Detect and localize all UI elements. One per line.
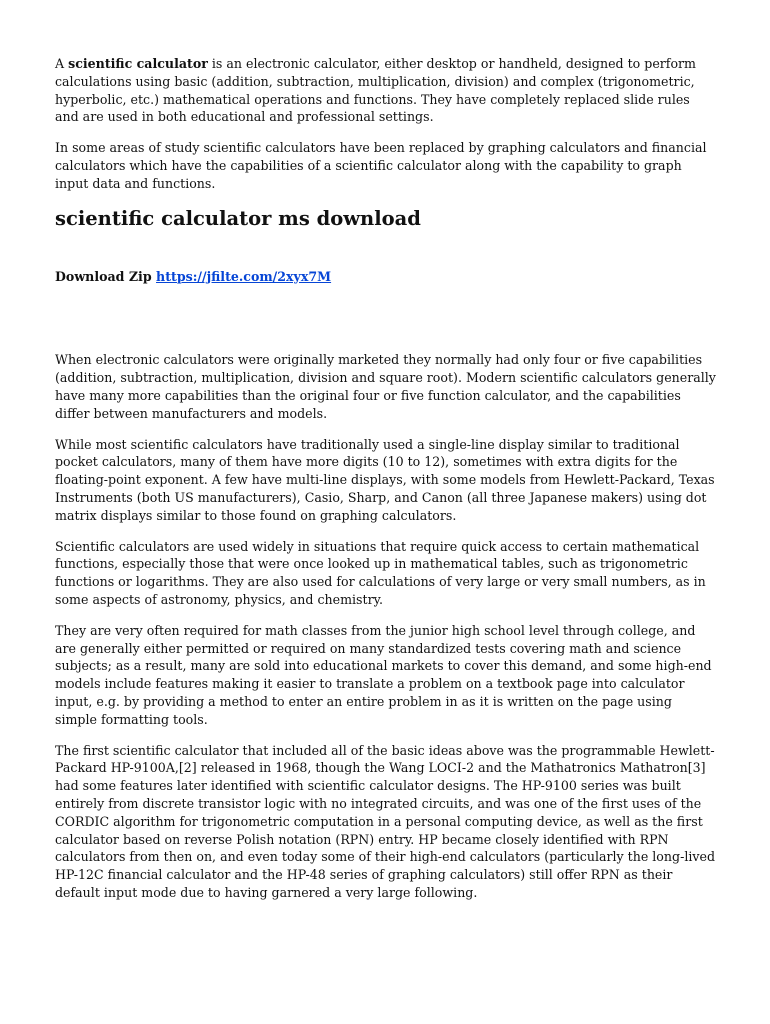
intro-paragraph-2: In some areas of study scientific calculators have been replaced by graphing calculators and financial calculators which have the capabilities of a scientific calculator along with the capability to graph input data and functions. — [55, 140, 707, 191]
body-paragraph-2: While most scientific calculators have traditionally used a single-line display similar to traditional pocket calculators, many of them have more digits (10 to 12), sometimes with extra digits for the floating-point exponent. A few have multi-line displays, with some models from Hewlett-Packard, Texas Instruments (both US manufacturers), Casio, Sharp, and Canon (all three Japanese makers) using dot matrix displays similar to those found on graphing calculators. — [55, 436, 715, 523]
download-line — [55, 268, 717, 286]
document-page — [55, 55, 717, 915]
download-label: Download Zip — [55, 268, 152, 284]
body-paragraph-4: They are very often required for math classes from the junior high school level through college, and are generally either permitted or required on many standardized tests covering math and science subjects; as a result, many are sold into educational markets to cover this demand, and some high-end models include features making it easier to translate a problem on a textbook page into calculator input, e.g. by providing a method to enter an entire problem in as it is written on the page using simple formatting tools. — [55, 622, 712, 727]
intro-term: scientific calculator — [68, 56, 208, 71]
download-link[interactable]: https://jfilte.com/2xyx7M — [156, 268, 332, 284]
body-paragraph-1: When electronic calculators were originally marketed they normally had only four or five capabilities (addition, subtraction, multiplication, division and square root). Modern scientific calculators generally have many more capabilities than the original four or five function calculator, and the capabilities differ between manufacturers and models. — [55, 352, 716, 421]
body-paragraph-5: The first scientific calculator that included all of the basic ideas above was the programmable Hewlett-Packard HP-9100A,[2] released in 1968, though the Wang LOCI-2 and the Mathatronics Mathatron[3] had some features later identified with scientific calculator designs. The HP-9100 series was built entirely from discrete transistor logic with no integrated circuits, and was one of the first uses of the CORDIC algorithm for trigonometric computation in a personal computing device, as well as the first calculator based on reverse Polish notation (RPN) entry. HP became closely identified with RPN calculators from then on, and even today some of their high-end calculators (particularly the long-lived HP-12C financial calculator and the HP-48 series of graphing calculators) still offer RPN as their default input mode due to having garnered a very large following. — [55, 742, 716, 900]
spacer — [55, 285, 717, 351]
intro-article: A — [55, 56, 69, 71]
page-heading: scientific calculator ms download — [55, 206, 421, 230]
intro-paragraph — [55, 55, 717, 126]
intro-rest: is an electronic calculator, either desktop or handheld, designed to perform calculations using basic (addition, subtraction, multiplication, division) and complex (trigonometric, hyperbolic, etc.) mathematical operations and functions. They have completely replaced slide rules and are used in both educational and professional settings. — [55, 56, 696, 125]
body-paragraph-3: Scientific calculators are used widely in situations that require quick access to certain mathematical functions, especially those that were once looked up in mathematical tables, such as trigonometric functions or logarithms. They are also used for calculations of very large or very small numbers, as in some aspects of astronomy, physics, and chemistry. — [55, 538, 706, 607]
